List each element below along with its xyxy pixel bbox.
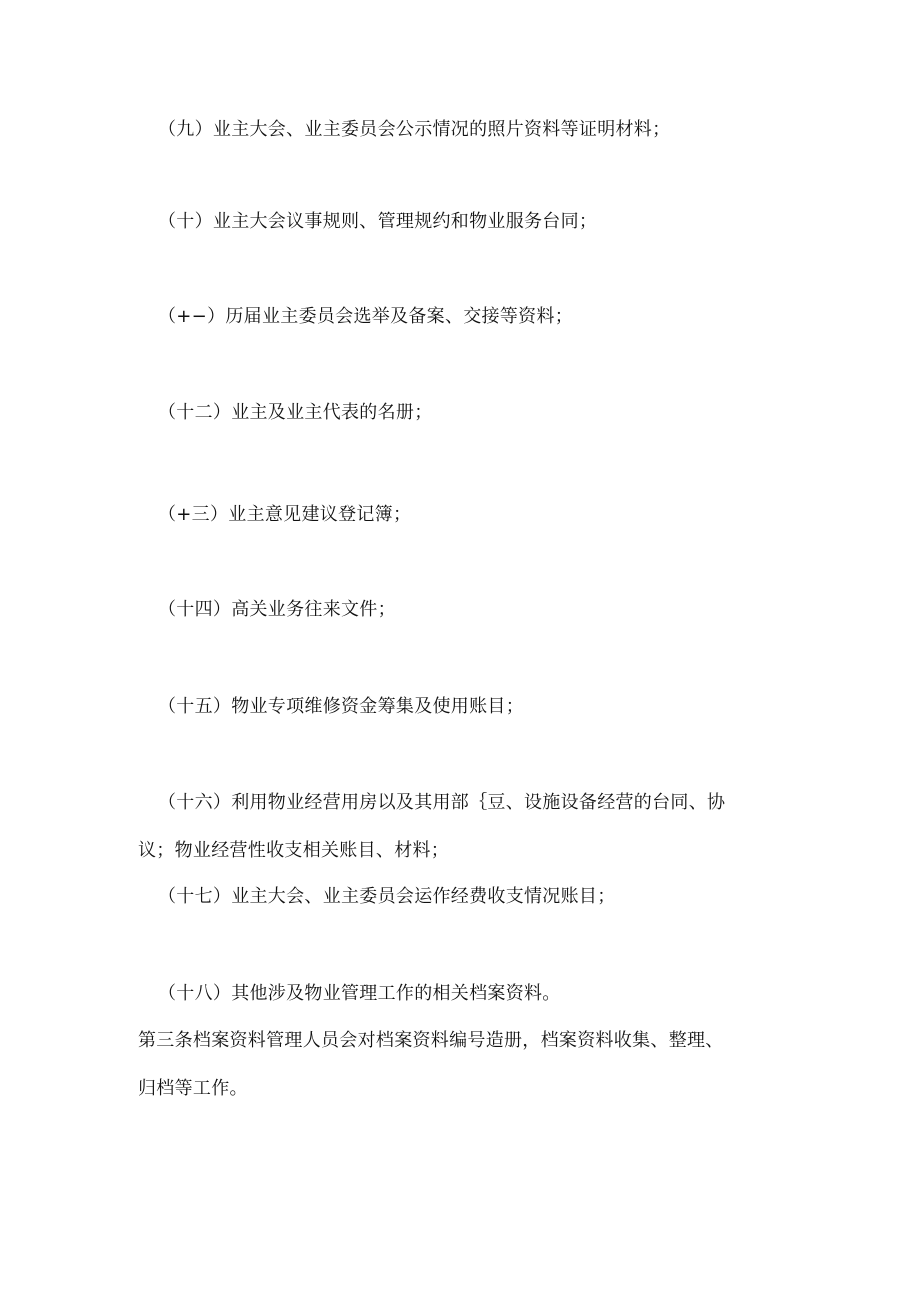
item-11-line: （+−）历届业主委员会选举及备案、交接等资料； <box>158 306 574 327</box>
item-13-line: （+三）业主意见建议登记簿； <box>158 504 412 525</box>
item-9-line: （九）业主大会、业主委员会公示情况的照片资料等证明材料； <box>158 119 671 140</box>
item-16-continuation-line: 议；物业经营性收支相关账目、材料； <box>138 840 450 861</box>
item-15-line: （十五）物业专项维修资金筹集及使用账目； <box>158 696 524 717</box>
item-18-line: （十八）其他涉及物业管理工作的相关档案资料。 <box>158 983 561 1004</box>
item-14-line: （十四）高关业务往来文件； <box>158 599 396 620</box>
item-10-line: （十）业主大会议事规则、管理规约和物业服务台同； <box>158 211 598 232</box>
article-3-continuation-line: 归档等工作。 <box>138 1078 248 1099</box>
article-3-line: 第三条档案资料管理人员会对档案资料编号造册，档案资料收集、整理、 <box>138 1030 724 1051</box>
item-17-line: （十七）业主大会、业主委员会运作经费收支情况账目； <box>158 886 616 907</box>
item-12-line: （十二）业主及业主代表的名册； <box>158 402 433 423</box>
item-16-line: （十六）利用物业经营用房以及其用部｛豆、设施设备经营的台同、协 <box>158 792 726 813</box>
